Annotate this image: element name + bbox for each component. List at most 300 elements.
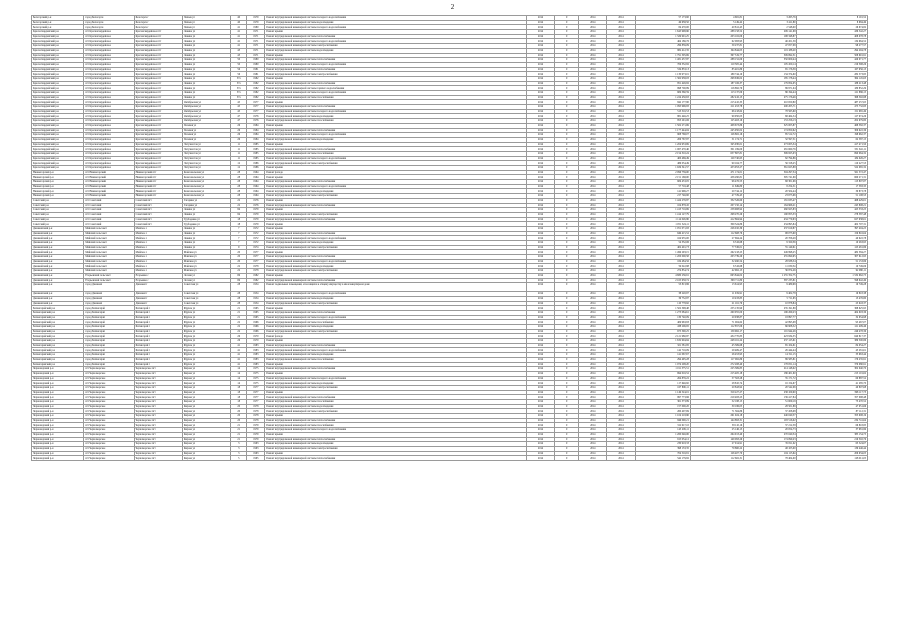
cell-cost-total: 167 806,11: [635, 385, 690, 390]
cell-work-type: Ремонт внутридомовой инженерной системы электроснабжения: [265, 301, 527, 306]
cell-work-type: Ремонт внутридомовой инженерной системы газоснабжения: [265, 151, 527, 156]
cell-work-type: Ремонт крыши: [265, 53, 527, 58]
cell-build-year: 1977: [247, 385, 265, 390]
cell-year-start: 2014: [579, 343, 607, 348]
cell-district: Красногвардейский р-н: [32, 62, 84, 67]
cell-year-start: 2014: [579, 414, 607, 419]
cell-work-type: Ремонт крыши: [265, 339, 527, 344]
cell-house-number: 21: [231, 315, 247, 320]
cell-house-number: 20: [231, 409, 247, 414]
cell-municipality: пгт Нижнегорский: [84, 189, 134, 194]
cell-build-year: 1983: [247, 357, 265, 362]
cell-work-type: Ремонт внутридомовой инженерной системы теплоснабжения: [265, 418, 527, 423]
cell-settlement: Черноморское пгт: [134, 451, 182, 456]
cell-cost-b: 238 109,90: [744, 390, 797, 395]
cell-district: Черноморский р-н: [32, 400, 84, 405]
cell-settlement: Черноморское пгт: [134, 437, 182, 442]
cell-house-number: 45: [231, 100, 247, 105]
cell-year-planned: 2014: [526, 404, 554, 409]
cell-house-number: 22: [231, 203, 247, 208]
cell-build-year: 1978: [247, 269, 265, 274]
cell-year-end: 2014: [607, 156, 635, 161]
cell-flag: 0: [555, 184, 579, 189]
cell-cost-b: 51 609,19: [744, 400, 797, 405]
cell-year-planned: 2014: [526, 456, 554, 461]
cell-work-type: Ремонт внутридомовой инженерной системы газоснабжения: [265, 320, 527, 325]
cell-municipality: пгт Черноморское: [84, 385, 134, 390]
cell-build-year: 1979: [247, 437, 265, 442]
cell-cost-b: 66 908,52: [744, 325, 797, 330]
cell-year-start: 2014: [579, 245, 607, 250]
cell-district: Бахчисарайский р-н: [32, 325, 84, 330]
cell-settlement: Советский пгт: [134, 198, 182, 203]
cell-street: Ленина ул: [182, 236, 230, 241]
cell-work-type: Ремонт крыши: [265, 306, 527, 311]
cell-build-year: 1983: [247, 343, 265, 348]
cell-district: Советский р-н: [32, 208, 84, 213]
cell-cost-total: 675 390,25: [635, 329, 690, 334]
cell-year-planned: 2014: [526, 362, 554, 367]
cell-municipality: Майский сельсовет: [84, 250, 134, 255]
cell-municipality: пгт Черноморское: [84, 432, 134, 437]
cell-build-year: 1965: [247, 315, 265, 320]
cell-cost-total: 609 453,05: [635, 180, 690, 185]
cell-year-start: 2014: [579, 432, 607, 437]
cell-cost-b: 9 489,99: [744, 283, 797, 292]
cell-street: Ленина ул: [182, 226, 230, 231]
cell-street: Кирова ул: [182, 371, 230, 376]
cell-district: Красногвардейский р-н: [32, 39, 84, 44]
cell-settlement: Красногвардейское пгт: [134, 100, 182, 105]
cell-house-number: 18: [231, 222, 247, 227]
cell-municipality: пгт Красногвардейское: [84, 91, 134, 96]
cell-flag: 0: [555, 428, 579, 433]
cell-year-planned: 2014: [526, 123, 554, 128]
cell-cost-a: 113 137,09: [690, 91, 743, 96]
cell-house-number: 41: [231, 353, 247, 358]
cell-year-planned: 2014: [526, 353, 554, 358]
cell-cost-c: 159 816,64: [797, 231, 868, 236]
cell-district: Джанкойский р-н: [32, 264, 84, 269]
cell-cost-c: 402 707,31: [797, 222, 868, 227]
cell-flag: 0: [555, 357, 579, 362]
cell-work-type: Ремонт внутридомовой инженерной системы электроснабжения: [265, 329, 527, 334]
cell-cost-a: 47 729,45: [690, 194, 743, 199]
cell-year-start: 2014: [579, 255, 607, 260]
table-body: [32, 16, 868, 461]
cell-street: Полевая ул: [182, 137, 230, 142]
cell-flag: 0: [555, 264, 579, 269]
cell-district: Джанкойский р-н: [32, 301, 84, 306]
cell-cost-b: 32 597,51: [744, 137, 797, 142]
cell-work-type: Ремонт внутридомовой инженерной системы холодного водоснабжения: [265, 184, 527, 189]
cell-street: Энтузиастов ул: [182, 166, 230, 171]
cell-cost-a: 62 083,93: [690, 39, 743, 44]
cell-house-number: 28: [231, 189, 247, 194]
cell-district: Бахчисарайский р-н: [32, 343, 84, 348]
cell-house-number: 28: [231, 296, 247, 301]
cell-year-start: 2014: [579, 428, 607, 433]
cell-flag: 0: [555, 44, 579, 49]
cell-work-type: Ремонт внутридомовой инженерной системы водоотведения: [265, 20, 527, 25]
cell-year-start: 2014: [579, 100, 607, 105]
cell-work-type: Ремонт крыши: [265, 175, 527, 180]
cell-cost-total: 409 963,83: [635, 320, 690, 325]
cell-cost-c: 389 300,86: [797, 339, 868, 344]
cell-year-planned: 2014: [526, 423, 554, 428]
cell-year-start: 2014: [579, 20, 607, 25]
cell-flag: 0: [555, 320, 579, 325]
cell-house-number: 18: [231, 390, 247, 395]
cell-year-end: 2014: [607, 58, 635, 63]
cell-build-year: 1954: [247, 283, 265, 292]
cell-settlement: Красногвардейское пгт: [134, 161, 182, 166]
cell-street: Фрунзе ул: [182, 339, 230, 344]
cell-flag: 0: [555, 451, 579, 456]
cell-cost-c: 357 098,48: [797, 395, 868, 400]
cell-year-start: 2014: [579, 371, 607, 376]
cell-cost-c: 188 213,48: [797, 81, 868, 86]
cell-work-type: Ремонт внутридомовой инженерной системы водоотведения: [265, 442, 527, 447]
cell-year-planned: 2014: [526, 367, 554, 372]
cell-street: Ленина ул: [182, 81, 230, 86]
cell-house-number: 43: [231, 53, 247, 58]
cell-cost-c: 40 807,68: [797, 385, 868, 390]
cell-district: Советский р-н: [32, 217, 84, 222]
cell-build-year: 1978: [247, 404, 265, 409]
cell-flag: 0: [555, 292, 579, 297]
cell-cost-b: 186 401,60: [744, 371, 797, 376]
cell-cost-c: 215 101,62: [797, 371, 868, 376]
cell-municipality: пгт Черноморское: [84, 367, 134, 372]
cell-year-end: 2014: [607, 203, 635, 208]
cell-district: Красногвардейский р-н: [32, 53, 84, 58]
cell-work-type: Ремонт внутридомовой инженерной системы теплоснабжения: [265, 203, 527, 208]
cell-street: Кирова ул: [182, 409, 230, 414]
cell-street: Кирова ул: [182, 418, 230, 423]
cell-district: Джанкойский р-н: [32, 245, 84, 250]
cell-year-end: 2014: [607, 395, 635, 400]
cell-municipality: город Бахчисарай: [84, 357, 134, 362]
cell-cost-c: 417 471,50: [797, 142, 868, 147]
cell-year-end: 2014: [607, 133, 635, 138]
cell-street: Фрунзе ул: [182, 362, 230, 367]
cell-cost-total: 534 833,13: [635, 67, 690, 72]
cell-cost-a: 211 453,78: [690, 105, 743, 110]
cell-build-year: 1975: [247, 376, 265, 381]
cell-cost-c: 134 964,52: [797, 39, 868, 44]
cell-cost-b: 249 998,25: [744, 250, 797, 255]
cell-year-end: 2014: [607, 119, 635, 124]
cell-settlement: Красногвардейское пгт: [134, 166, 182, 171]
cell-house-number: 56: [231, 72, 247, 77]
cell-cost-b: 46 451,59: [744, 39, 797, 44]
cell-flag: 0: [555, 212, 579, 217]
cell-year-end: 2014: [607, 343, 635, 348]
cell-house-number: 26: [231, 137, 247, 142]
cell-build-year: 1984: [247, 128, 265, 133]
cell-district: Бахчисарайский р-н: [32, 320, 84, 325]
cell-district: Джанкойский р-н: [32, 259, 84, 264]
cell-year-start: 2014: [579, 194, 607, 199]
cell-house-number: 21: [231, 310, 247, 315]
cell-settlement: Красногвардейское пгт: [134, 72, 182, 77]
cell-settlement: Красногвардейское пгт: [134, 123, 182, 128]
cell-year-start: 2014: [579, 404, 607, 409]
cell-municipality: город Белогорск: [84, 16, 134, 21]
cell-house-number: 7: [231, 241, 247, 246]
cell-flag: 0: [555, 20, 579, 25]
cell-build-year: 1971: [247, 48, 265, 53]
cell-settlement: Красногвардейское пгт: [134, 53, 182, 58]
cell-street: Советская ул: [182, 301, 230, 306]
cell-year-planned: 2014: [526, 292, 554, 297]
cell-street: Чапаев ул: [182, 20, 230, 25]
cell-municipality: пгт Красногвардейское: [84, 147, 134, 152]
cell-build-year: 1954: [247, 292, 265, 297]
cell-flag: 0: [555, 442, 579, 447]
cell-year-start: 2014: [579, 385, 607, 390]
cell-cost-a: 6 516,68: [690, 241, 743, 246]
cell-cost-total: 184 484,56: [635, 259, 690, 264]
cell-year-end: 2014: [607, 189, 635, 194]
cell-year-start: 2014: [579, 357, 607, 362]
cell-house-number: 21: [231, 423, 247, 428]
cell-settlement: Красногвардейское пгт: [134, 91, 182, 96]
cell-house-number: 11: [231, 142, 247, 147]
cell-cost-b: 196 269,23: [744, 310, 797, 315]
cell-year-start: 2014: [579, 198, 607, 203]
cell-work-type: Ремонт внутридомовой инженерной системы холодного водоснабжения: [265, 259, 527, 264]
cell-build-year: 1966: [247, 320, 265, 325]
cell-build-year: 1984: [247, 137, 265, 142]
cell-year-planned: 2014: [526, 231, 554, 236]
cell-municipality: пгт Красногвардейское: [84, 34, 134, 39]
cell-cost-c: 397 404,25: [797, 226, 868, 231]
cell-cost-b: 174 850,62: [744, 128, 797, 133]
cell-flag: 0: [555, 39, 579, 44]
cell-work-type: Ремонт внутридомовой инженерной системы холодного водоснабжения: [265, 376, 527, 381]
cell-district: Красногвардейский р-н: [32, 109, 84, 114]
cell-street: Майская ул: [182, 259, 230, 264]
cell-municipality: город Бахчисарай: [84, 329, 134, 334]
cell-settlement: Красногвардейское пгт: [134, 156, 182, 161]
cell-year-end: 2014: [607, 432, 635, 437]
cell-year-end: 2014: [607, 404, 635, 409]
cell-flag: 0: [555, 30, 579, 35]
cell-cost-c: 561 572,47: [797, 170, 868, 175]
cell-flag: 0: [555, 259, 579, 264]
cell-municipality: город Джанкой: [84, 283, 134, 292]
cell-year-start: 2014: [579, 437, 607, 442]
cell-cost-a: 456 290,81: [690, 175, 743, 180]
cell-work-type: Ремонт внутридомовой инженерной системы холодного водоснабжения: [265, 236, 527, 241]
cell-municipality: Майский сельсовет: [84, 269, 134, 274]
cell-district: Джанкойский р-н: [32, 278, 84, 283]
cell-year-planned: 2014: [526, 325, 554, 330]
cell-municipality: пгт Черноморское: [84, 437, 134, 442]
cell-build-year: 1978: [247, 264, 265, 269]
cell-cost-total: 881 446,25: [635, 114, 690, 119]
cell-cost-a: 66 218,62: [690, 109, 743, 114]
cell-year-end: 2014: [607, 264, 635, 269]
cell-build-year: 1976: [247, 198, 265, 203]
cell-district: Красногвардейский р-н: [32, 86, 84, 91]
cell-house-number: 21: [231, 428, 247, 433]
cell-settlement: Майское с: [134, 236, 182, 241]
cell-cost-b: 47 057,09: [744, 44, 797, 49]
cell-district: Красногвардейский р-н: [32, 91, 84, 96]
cell-year-start: 2014: [579, 310, 607, 315]
cell-cost-total: 1 067 470,46: [635, 147, 690, 152]
cell-district: Красногвардейский р-н: [32, 142, 84, 147]
cell-municipality: город Бахчисарай: [84, 334, 134, 339]
cell-work-type: Ремонт крыши: [265, 250, 527, 255]
cell-work-type: Ремонт крыши: [265, 30, 527, 35]
cell-settlement: Майское с: [134, 259, 182, 264]
cell-house-number: 7: [231, 236, 247, 241]
cell-work-type: Ремонт внутридомовой инженерной системы электроснабжения: [265, 269, 527, 274]
cell-year-start: 2014: [579, 217, 607, 222]
cell-year-planned: 2014: [526, 180, 554, 185]
cell-cost-total: 104 878,45: [635, 203, 690, 208]
cell-municipality: пгт Красногвардейское: [84, 76, 134, 81]
cell-work-type: Ремонт внутридомовой инженерной системы водоотведения: [265, 241, 527, 246]
cell-cost-b: 20 054,73: [744, 428, 797, 433]
cell-municipality: пгт Красногвардейское: [84, 30, 134, 35]
cell-municipality: пгт Черноморское: [84, 442, 134, 447]
cell-settlement: Нижнегорский пгт: [134, 189, 182, 194]
cell-house-number: 41: [231, 348, 247, 353]
cell-cost-c: 37 981,99: [797, 428, 868, 433]
cell-cost-a: 25 146,13: [690, 428, 743, 433]
cell-cost-total: 206 767,87: [635, 137, 690, 142]
cell-year-planned: 2014: [526, 381, 554, 386]
cell-municipality: пгт Красногвардейское: [84, 142, 134, 147]
cell-house-number: 22: [231, 320, 247, 325]
cell-build-year: 1982: [247, 86, 265, 91]
cell-municipality: пгт Красногвардейское: [84, 166, 134, 171]
cell-year-start: 2014: [579, 301, 607, 306]
cell-street: Комсомольская ул: [182, 184, 230, 189]
cell-cost-b: 325 005,87: [744, 123, 797, 128]
cell-district: Красногвардейский р-н: [32, 30, 84, 35]
cell-flag: 0: [555, 81, 579, 86]
cell-cost-a: 27 914,91: [690, 442, 743, 447]
cell-municipality: пгт Черноморское: [84, 423, 134, 428]
cell-cost-b: 246 040,57: [744, 414, 797, 419]
cell-work-type: Ремонт крыши: [265, 208, 527, 213]
cell-cost-a: 412 864,94: [690, 217, 743, 222]
cell-year-start: 2014: [579, 381, 607, 386]
cell-cost-c: 127 974,26: [797, 114, 868, 119]
cell-flag: 0: [555, 325, 579, 330]
cell-municipality: пгт Красногвардейское: [84, 44, 134, 49]
cell-build-year: 1964: [247, 180, 265, 185]
cell-municipality: пгт Красногвардейское: [84, 95, 134, 100]
cell-cost-a: 116 892,79: [690, 86, 743, 91]
cell-municipality: пгт Красногвардейское: [84, 105, 134, 110]
cell-cost-c: 51 108,53: [797, 194, 868, 199]
cell-year-planned: 2014: [526, 184, 554, 189]
cell-work-type: Ремонт внутридомовой инженерной системы холодного водоснабжения: [265, 62, 527, 67]
cell-cost-a: 264 913,40: [690, 432, 743, 437]
cell-work-type: Ремонт внутридомовой инженерной системы электроснабжения: [265, 72, 527, 77]
cell-work-type: Ремонт крыши: [265, 362, 527, 367]
cell-municipality: пгт Красногвардейское: [84, 156, 134, 161]
cell-street: Октябрьская ул: [182, 114, 230, 119]
cell-street: Трубаденко ул: [182, 222, 230, 227]
cell-work-type: Ремонт внутридомовой инженерной системы газоснабжения: [265, 95, 527, 100]
cell-cost-c: 176 235,91: [797, 357, 868, 362]
cell-municipality: пгт Нижнегорский: [84, 180, 134, 185]
cell-flag: 0: [555, 245, 579, 250]
cell-municipality: пгт Красногвардейское: [84, 58, 134, 63]
cell-district: Красногвардейский р-н: [32, 76, 84, 81]
cell-flag: 0: [555, 278, 579, 283]
cell-flag: 0: [555, 53, 579, 58]
cell-cost-total: 851 426,82: [635, 81, 690, 86]
cell-flag: 0: [555, 166, 579, 171]
cell-street: Ленина ул: [182, 231, 230, 236]
cell-settlement: Красногвардейское пгт: [134, 58, 182, 63]
cell-municipality: пгт Нижнегорский: [84, 184, 134, 189]
cell-work-type: Ремонт крыши: [265, 414, 527, 419]
cell-house-number: 41: [231, 30, 247, 35]
cell-cost-c: 198 962,37: [797, 133, 868, 138]
cell-municipality: пгт Черноморское: [84, 414, 134, 419]
cell-year-planned: 2014: [526, 273, 554, 278]
cell-year-planned: 2014: [526, 343, 554, 348]
cell-settlement: Советский пгт: [134, 208, 182, 213]
cell-cost-a: 301 199,00: [690, 147, 743, 152]
cell-year-end: 2014: [607, 95, 635, 100]
cell-house-number: 47: [231, 114, 247, 119]
cell-cost-b: 8 254,51: [744, 184, 797, 189]
cell-year-planned: 2014: [526, 109, 554, 114]
cell-district: Черноморский р-н: [32, 371, 84, 376]
cell-street: Советская ул: [182, 283, 230, 292]
cell-cost-total: 2 096 739,00: [635, 170, 690, 175]
cell-build-year: 1963: [247, 446, 265, 451]
cell-district: Красногвардейский р-н: [32, 161, 84, 166]
cell-year-planned: 2014: [526, 142, 554, 147]
cell-settlement: Красногвардейское пгт: [134, 67, 182, 72]
cell-build-year: 1970: [247, 334, 265, 339]
cell-cost-a: 663 844,02: [690, 273, 743, 278]
cell-street: Кирова ул: [182, 376, 230, 381]
cell-flag: 0: [555, 100, 579, 105]
cell-flag: 0: [555, 250, 579, 255]
cell-street: Фрунзе ул: [182, 329, 230, 334]
cell-settlement: Нижнегорский пгт: [134, 175, 182, 180]
cell-cost-a: 144 893,31: [690, 418, 743, 423]
cell-year-planned: 2014: [526, 315, 554, 320]
cell-year-planned: 2014: [526, 301, 554, 306]
cell-year-planned: 2014: [526, 306, 554, 311]
cell-year-start: 2014: [579, 133, 607, 138]
cell-house-number: 56: [231, 67, 247, 72]
cell-cost-b: 270 040,34: [744, 432, 797, 437]
cell-work-type: Ремонт крыши: [265, 123, 527, 128]
cell-work-type: Ремонт внутридомовой инженерной системы холодного водоснабжения: [265, 133, 527, 138]
cell-street: Чапаев ул: [182, 25, 230, 30]
cell-build-year: 1971: [247, 30, 265, 35]
cell-district: Черноморский р-н: [32, 376, 84, 381]
cell-work-type: Ремонт внутридомовой инженерной системы холодного водоснабжения: [265, 428, 527, 433]
cell-cost-a: 189 744,19: [690, 72, 743, 77]
cell-year-planned: 2014: [526, 156, 554, 161]
